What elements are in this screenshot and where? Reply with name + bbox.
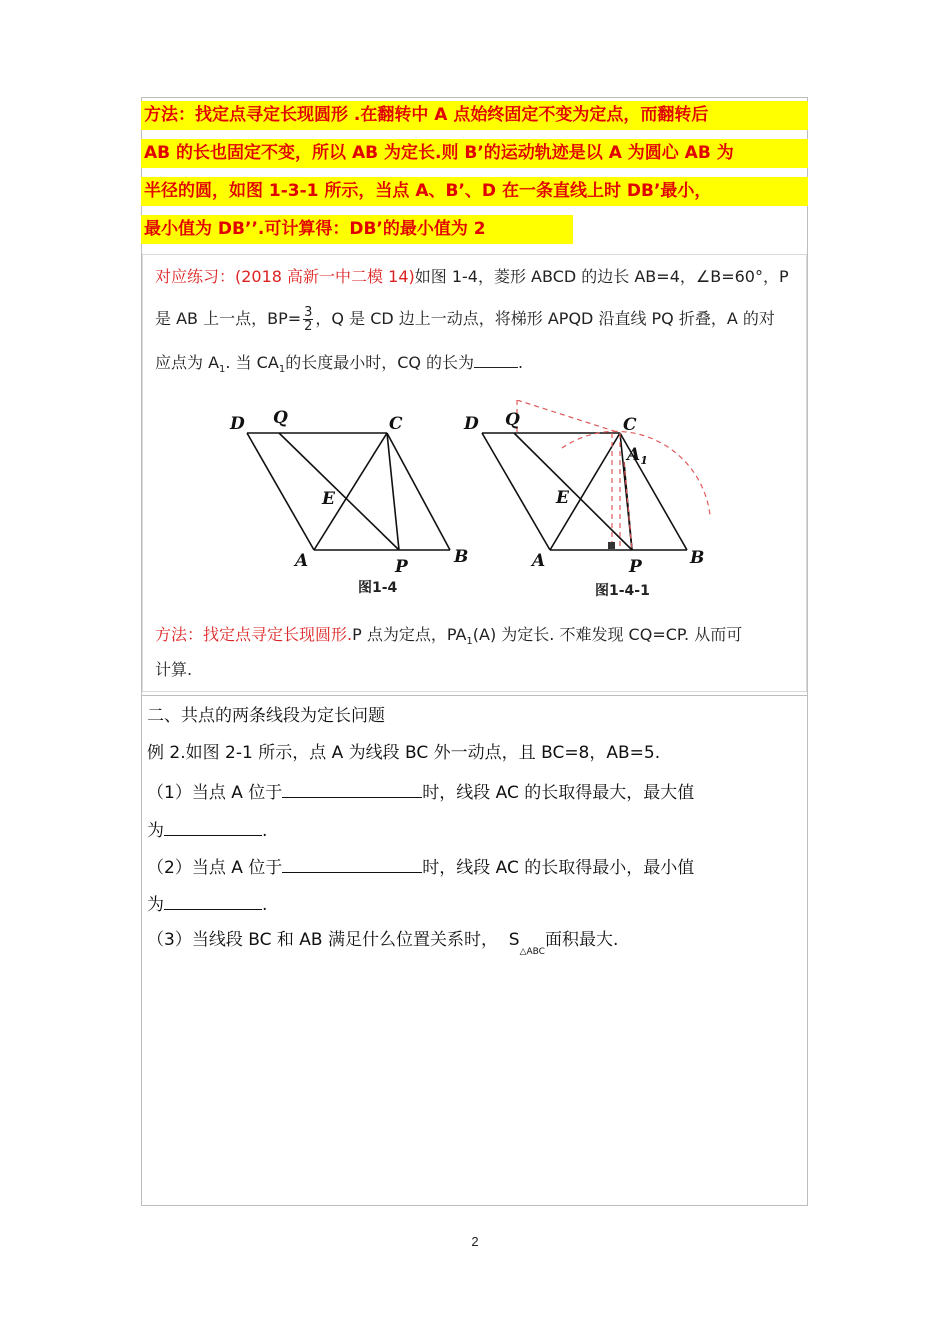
method2-text-a: P 点为定点，PA [352,625,467,644]
fraction [303,306,313,333]
answer-blank-q2a[interactable] [282,854,422,873]
answer-blank-q1b[interactable] [164,817,262,836]
method-line-2: AB 的长也固定不变，所以 AB 为定长.则 B’的运动轨迹是以 A 为圆心 AB 为 [141,139,808,168]
caption-fig-1-4: 图1-4 [358,580,398,596]
method2-text-b: (A) 为定长. 不难发现 CQ=CP. 从而可 [472,625,743,644]
label-Q: Q [505,410,520,430]
answer-blank [474,353,518,368]
exercise-line-3 [155,352,523,381]
exercise-label: 对应练习：(2018 高新一中二模 14) [155,267,415,286]
method-line-1: 方法：找定点寻定长现圆形 .在翻转中 A 点始终固定不变为定点，而翻转后 [141,101,808,130]
table-row-divider [141,695,808,696]
q1-text-b: 时，线段 AC 的长取得最大，最大值 [422,783,695,803]
segment-DA [247,433,314,550]
q1-text-d: . [262,821,268,841]
label-A: A [295,551,309,571]
exercise-text-2a: 是 AB 上一点，BP= [155,309,302,328]
exercise-text-1: 如图 1-4，菱形 ABCD 的边长 AB=4，∠B=60°，P [414,267,789,286]
segment-QP [514,433,632,550]
exercise-text-3a: 应点为 A [155,353,220,372]
right-angle-mark [608,542,615,549]
q2-text-c: 为 [147,895,164,915]
label-Q: Q [273,408,288,428]
dashed-line [517,400,620,433]
segment-QP [279,433,399,550]
q2-text-b: 时，线段 AC 的长取得最小，最小值 [422,858,695,878]
exercise-line-2 [155,306,775,333]
method2-line-1 [155,624,742,653]
method-line-3: 半径的圆，如图 1-3-1 所示，当点 A、B’、D 在一条直线上时 DB’最小， [141,177,808,206]
q2-text-a: （2）当点 A 位于 [147,858,283,878]
label-A: A [532,551,546,571]
fraction-numerator: 3 [304,305,313,320]
q3-text-a: （3）当线段 BC 和 AB 满足什么位置关系时， S [147,930,520,950]
answer-blank-q2b[interactable] [164,891,262,910]
exercise-line-1 [155,266,789,288]
figure-1-4-1 [482,433,687,550]
example-statement: 例 2.如图 2-1 所示，点 A 为线段 BC 外一动点，且 BC=8，AB=5. [147,743,661,763]
exercise-text-3d: . [518,353,524,372]
question-3 [147,928,618,955]
q2-text-d: . [262,895,268,915]
label-P: P [395,557,408,577]
q1-text-c: 为 [147,821,164,841]
method-line-4: 最小值为 DB’’.可计算得：DB’的最小值为 2 [141,215,573,244]
exercise-text-3b: . 当 CA [225,353,279,372]
label-C: C [389,414,403,434]
fraction-denominator: 2 [304,319,313,334]
label-E: E [556,488,569,508]
label-B: B [690,548,705,568]
exercise-text-3c: 的长度最小时，CQ 的长为 [285,353,475,372]
question-1-cont [147,817,267,843]
page-number: 2 [471,1234,479,1249]
label-D: D [464,414,479,434]
method2-line-2: 计算. [155,660,193,679]
q3-subscript: △ABC [519,947,545,957]
subscript: 1 [219,364,226,376]
segment-DA [482,433,550,550]
method2-label: 方法：找定点寻定长现圆形. [155,625,353,644]
geometry-figures [142,400,807,610]
exercise-text-2b: ，Q 是 CD 边上一动点，将梯形 APQD 沿直线 PQ 折叠，A 的对 [315,309,775,328]
fold-construction [517,400,710,550]
subscript: 1 [278,364,286,376]
label-D: D [230,414,245,434]
question-2-cont [147,891,267,917]
question-1 [147,779,694,805]
q1-text-a: （1）当点 A 位于 [147,783,283,803]
section-heading: 二、共点的两条线段为定长问题 [147,706,385,726]
answer-blank-q1a[interactable] [282,779,422,798]
question-2 [147,854,694,880]
method-paragraph [141,101,808,253]
figure-1-4 [247,433,450,550]
label-A1 [625,445,648,467]
label-B: B [454,547,469,567]
caption-fig-1-4-1: 图1-4-1 [595,583,650,599]
label-A1-sub: 1 [640,454,648,467]
subscript: 1 [466,636,473,648]
label-E: E [322,489,335,509]
label-A1-letter: A [627,445,641,465]
q3-text-b: 面积最大. [544,930,619,950]
label-P: P [629,557,642,577]
label-C: C [623,415,637,435]
